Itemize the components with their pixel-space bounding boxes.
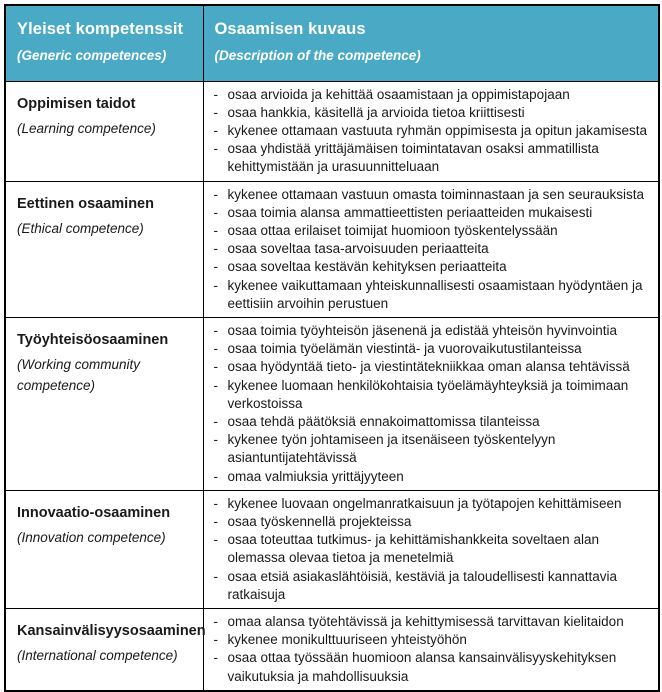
competence-name-cell [5,81,203,181]
bullet-dash: - [213,413,218,429]
bullet-dash: - [213,141,218,157]
bullet-item [204,122,655,140]
competence-term-english: (Learning competence) [17,120,156,136]
bullet-item [204,140,655,176]
bullet-item [204,513,655,531]
competence-term-english: (Innovation competence) [17,529,166,545]
bullet-dash: - [213,495,218,511]
bullet-item [204,377,655,413]
description-cell [203,317,659,490]
bullet-text: osaa ottaa työssään huomioon alansa kansainvälisyyskehityksen vaikutuksia ja mahdollisuuksia [227,650,617,684]
bullet-text: kykenee luovaan ongelmanratkaisuun ja työtapojen kehittämiseen [227,495,622,511]
header-row [5,5,659,81]
bullet-dash: - [213,568,218,584]
bullet-dash: - [213,513,218,529]
competence-term: Innovaatio-osaaminen [17,504,171,521]
table-row [5,317,659,490]
bullet-dash: - [213,377,218,393]
bullet-item [204,86,655,104]
bullet-dash: - [213,341,218,357]
bullet-dash: - [213,277,218,293]
bullet-text: osaa ottaa erilaiset toimijat huomioon työskentelyssään [227,222,558,238]
bullet-item [204,240,655,258]
bullet-text: osaa yhdistää yrittäjämäisen toimintatavan osaksi ammatillista kehittymistään ja urasuunnitteluaan [227,141,599,175]
bullet-text: osaa hyödyntää tieto- ja viestintätekniikkaa oman alansa tehtävissä [227,359,630,375]
bullet-dash: - [213,432,218,448]
header-subtitle-en: (Generic competences) [17,48,167,63]
bullet-item [204,468,655,486]
header-subtitle-en: (Description of the competence) [214,48,421,63]
bullet-dash: - [213,632,218,648]
bullet-text: osaa soveltaa tasa-arvoisuuden periaatteita [227,241,489,257]
bullet-text: kykenee ottamaan vastuun omasta toiminnastaan ja sen seurauksista [227,186,644,202]
table-row [5,181,659,317]
bullet-item [204,495,655,513]
table-row [5,608,659,690]
bullet-text: osaa soveltaa kestävän kehityksen periaatteita [227,259,507,275]
description-cell [203,81,659,181]
bullet-item [204,358,655,376]
bullet-item [204,631,655,649]
bullet-text: omaa alansa työtehtävissä ja kehittymisessä tarvittavan kielitaidon [227,613,624,629]
bullet-dash: - [213,468,218,484]
competence-name-cell [5,490,203,608]
bullet-item [204,277,655,313]
bullet-text: osaa työskennellä projekteissa [227,513,412,529]
competence-table [4,4,660,692]
competence-name-cell [5,608,206,690]
bullet-item [204,649,655,685]
bullet-item [204,568,655,604]
bullet-dash: - [213,532,218,548]
header-cell-competences [5,5,203,81]
bullet-text: osaa arvioida ja kehittää osaamistaan ja oppimistapojaan [227,86,570,102]
competence-term: Oppimisen taidot [17,95,136,112]
bullet-text: osaa toimia työelämän viestintä- ja vuorovaikutustilanteissa [227,341,582,357]
competence-name-cell [5,317,203,490]
bullet-text: osaa tehdä päätöksiä ennakoimattomissa tilanteissa [227,413,540,429]
bullet-text: omaa valmiuksia yrittäjyyteen [227,468,404,484]
bullet-item [204,322,655,340]
bullet-dash: - [213,204,218,220]
header-title-fi: Yleiset kompetenssit [17,20,184,38]
bullet-dash: - [213,86,218,102]
bullet-item [204,222,655,240]
header-cell-description [203,5,659,81]
competence-term: Työyhteisöosaaminen [17,331,169,348]
bullet-text: osaa hankkia, käsitellä ja arvioida tietoa kriittisesti [227,104,525,120]
description-cell [203,181,659,317]
bullet-dash: - [213,186,218,202]
bullet-dash: - [213,650,218,666]
competence-term-english: (Ethical competence) [17,220,144,236]
bullet-item [204,186,655,204]
competence-term-english: (Working community competence) [17,356,141,393]
bullet-text: kykenee työn johtamiseen ja itsenäiseen työskentelyyn asiantuntijatehtävissä [227,432,556,466]
bullet-text: osaa etsiä asiakaslähtöisiä, kestäviä ja taloudellisesti kannattavia ratkaisuja [227,568,617,602]
bullet-item [204,531,655,567]
bullet-dash: - [213,222,218,238]
bullet-text: osaa toimia alansa ammattieettisten periaatteiden mukaisesti [227,204,593,220]
bullet-item [204,413,655,431]
bullet-text: kykenee monikulttuuriseen yhteistyöhön [227,632,467,648]
bullet-dash: - [213,613,218,629]
bullet-item [204,204,655,222]
bullet-dash: - [213,322,218,338]
competence-term: Eettinen osaaminen [17,195,154,212]
table-header [5,5,659,81]
competence-name-cell [5,181,203,317]
competence-term: Kansainvälisyysosaaminen [17,622,206,639]
bullet-dash: - [213,122,218,138]
bullet-dash: - [213,104,218,120]
bullet-item [204,104,655,122]
table-body [5,81,659,691]
header-title-fi: Osaamisen kuvaus [214,20,366,38]
bullet-dash: - [213,359,218,375]
bullet-item [204,340,655,358]
table-row [5,81,659,181]
bullet-item [204,258,655,276]
bullet-dash: - [213,241,218,257]
bullet-item [204,431,655,467]
bullet-text: kykenee ottamaan vastuuta ryhmän oppimisesta ja opitun jakamisesta [227,122,647,138]
bullet-item [204,613,655,631]
description-cell [203,490,659,608]
bullet-text: osaa toimia työyhteisön jäsenenä ja edistää yhteisön hyvinvointia [227,322,617,338]
bullet-text: kykenee vaikuttamaan yhteiskunnallisesti osaamistaan hyödyntäen ja eettisiin arvoihin perustuen [227,277,643,311]
competence-term-english: (International competence) [17,647,178,663]
description-cell [203,608,659,690]
bullet-dash: - [213,259,218,275]
bullet-text: osaa toteuttaa tutkimus- ja kehittämishankkeita soveltaen alan olemassa olevaa tietoa ja menetelmiä [227,532,599,566]
table-row [5,490,659,608]
bullet-text: kykenee luomaan henkilökohtaisia työelämäyhteyksiä ja toimimaan verkostoissa [227,377,629,411]
